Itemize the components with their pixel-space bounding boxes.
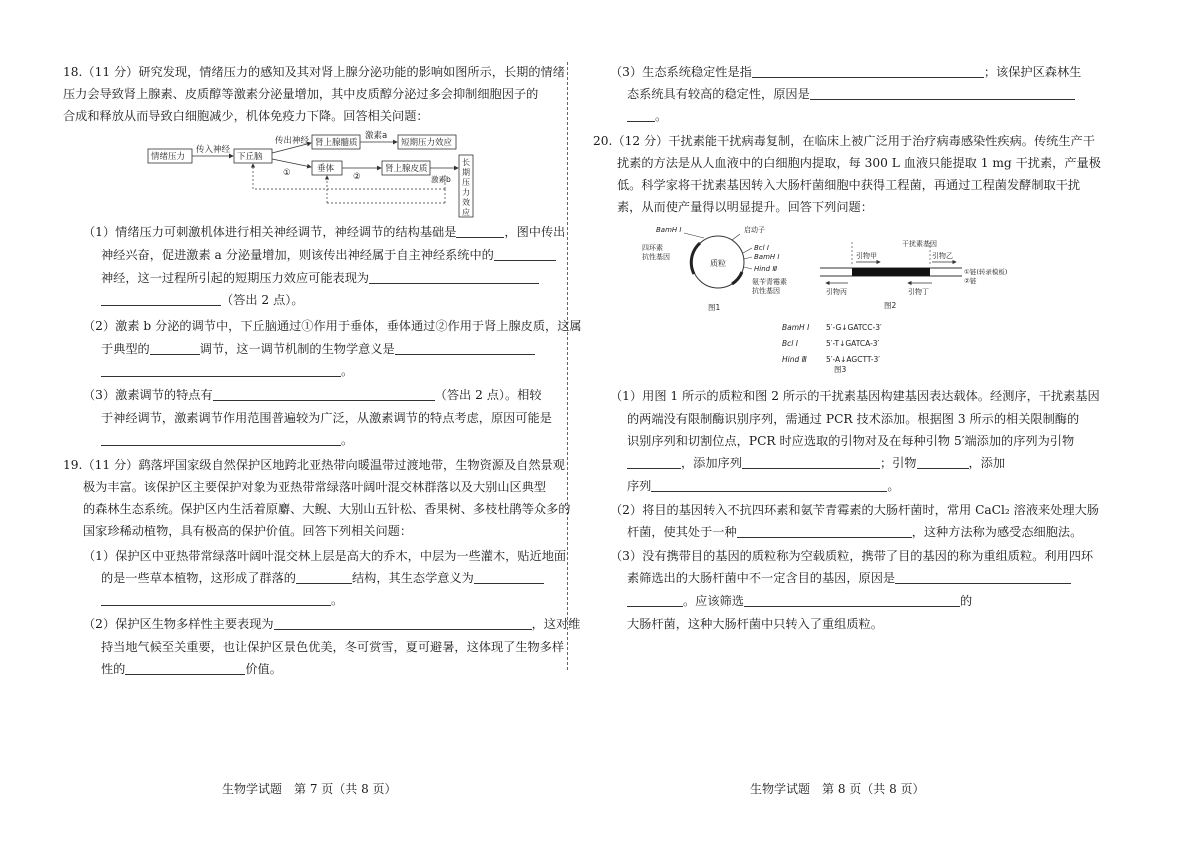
diagram-nerve-out: 传出神经 xyxy=(275,136,310,146)
fig1-amp-2: 抗性基因 xyxy=(752,287,780,295)
fig1-bamhi-top: BamH Ⅰ xyxy=(656,226,682,234)
fig2-caption: 图2 xyxy=(884,301,897,310)
fig3-enzyme-3: Hind Ⅲ xyxy=(782,355,807,364)
fig1-tet-2: 抗性基因 xyxy=(642,253,670,261)
fig3-enzyme-1: BamH Ⅰ xyxy=(782,323,810,332)
q19-2-line-1: （2）保护区生物多样性主要表现为 ，这对维 xyxy=(83,617,581,631)
answer-blank[interactable] xyxy=(296,570,352,584)
q20-3-line-3: 。应该筛选 的 xyxy=(627,591,972,611)
answer-blank[interactable] xyxy=(627,108,655,122)
q18-line-1: 18.（11 分）研究发现，情绪压力的感知及其对肾上腺分泌功能的影响如图所示，长期的情绪 xyxy=(63,65,565,79)
diagram-adrenal-medulla: 肾上腺髓质 xyxy=(315,138,358,148)
diagram-hypothalamus: 下丘脑 xyxy=(237,152,263,162)
fig1-hind: Hind Ⅲ xyxy=(754,265,778,273)
fig3-enzyme-2: Bcl Ⅰ xyxy=(782,339,798,348)
fig3-seq-3: 5′-A↓AGCTT-3′ xyxy=(826,355,881,364)
fig2-primer-c: 引物丙 xyxy=(826,288,847,296)
answer-blank[interactable] xyxy=(917,455,969,469)
diagram-long-effect-3: 压 xyxy=(462,178,470,187)
fig1-tet: 四环素 xyxy=(642,244,663,252)
q18-2-line-3: 。 xyxy=(101,361,353,381)
q19-3-line-2: 态系统具有较高的稳定性，原因是 xyxy=(627,84,1075,104)
q20-line-2: 扰素的方法是从人血液中的白细胞内提取，每 300 L 血液只能提取 1 mg 干扰素，产量极 xyxy=(617,156,1101,170)
diagram-circle-1: ① xyxy=(283,168,291,178)
q19-2-line-2: 持当地气候至关重要，也让保护区景色优美，冬可赏雪，夏可避暑，这体现了生物多样 xyxy=(101,640,565,654)
fig2-strand-1: ①链(转录模板) xyxy=(964,268,1008,276)
q20-3-line-2: 素筛选出的大肠杆菌中不一定含目的基因，原因是 xyxy=(627,568,1071,588)
answer-blank[interactable] xyxy=(474,570,544,584)
answer-blank[interactable] xyxy=(810,86,1075,100)
q19-line-4: 国家珍稀动植物，具有极高的保护价值。回答下列相关问题： xyxy=(83,524,413,538)
q20-3-line-1: （3）没有携带目的基因的质粒称为空载质粒，携带了目的基因的称为重组质粒。利用四环 xyxy=(610,549,1094,563)
q18-3-line-2: 于神经调节，激素调节作用范围普遍较为广泛，从激素调节的特点考虑，原因可能是 xyxy=(101,411,552,425)
q19-line-3: 的森林生态系统。保护区内生活着原麝、大鲵、大别山五针松、香果树、多枝杜鹃等众多的 xyxy=(83,502,571,516)
fig3-caption: 图3 xyxy=(834,365,847,374)
answer-blank[interactable] xyxy=(101,592,331,606)
answer-blank[interactable] xyxy=(150,341,200,355)
q18-1-line-2: 神经兴奋，促进激素 a 分泌量增加，则该传出神经属于自主神经系统中的 xyxy=(101,245,556,265)
left-footer: 生物学试题 第 7 页（共 8 页） xyxy=(222,782,397,796)
q18-1-line-4: （答出 2 点）。 xyxy=(101,290,304,310)
answer-blank[interactable] xyxy=(651,478,887,492)
q20-1-line-2: 的两端没有限制酶识别序列，需通过 PCR 技术添加。根据图 3 所示的相关限制酶的 xyxy=(627,412,1080,426)
q20-2-line-2: 杆菌，使其处于一种 ，这种方法称为感受态细胞法。 xyxy=(627,525,1083,539)
q19-line-2: 极为丰富。该保护区主要保护对象为亚热带常绿落叶阔叶混交林群落以及大别山区典型 xyxy=(83,480,547,494)
q20-line-4: 素，从而使产量得以明显提升。回答下列问题： xyxy=(617,200,873,214)
page-divider xyxy=(567,62,568,670)
q20-3-line-4: 大肠杆菌，这种大肠杆菌中只转入了重组质粒。 xyxy=(627,617,883,631)
answer-blank[interactable] xyxy=(101,363,341,377)
q19-1-line-3: 。 xyxy=(101,590,343,610)
diagram-long-effect-4: 力 xyxy=(462,188,470,197)
answer-blank[interactable] xyxy=(627,593,683,607)
answer-blank[interactable] xyxy=(752,64,984,78)
diagram-long-effect-1: 长 xyxy=(462,158,470,167)
fig3-seq-2: 5′-T↓GATCA-3′ xyxy=(826,339,880,348)
q18-line-3: 合成和释放从而导致白细胞减少，机体免疫力下降。回答相关问题： xyxy=(63,109,429,123)
fig2-primer-a: 引物甲 xyxy=(856,252,877,260)
fig1-plasmid-label: 质粒 xyxy=(710,259,726,268)
q19-3-line-1: （3）生态系统稳定性是指 ；该保护区森林生 xyxy=(610,65,1082,79)
diagram-long-effect-5: 效 xyxy=(462,198,470,207)
answer-blank[interactable] xyxy=(456,224,504,238)
diagram-short-effect: 短期压力效应 xyxy=(401,138,453,148)
q18-line-2: 压力会导致肾上腺素、皮质醇等激素分泌量增加，其中皮质醇分泌过多会抑制细胞因子的 xyxy=(63,87,539,101)
answer-blank[interactable] xyxy=(742,455,880,469)
diagram-long-effect-6: 应 xyxy=(462,208,470,217)
fig2-strand-2: ②链 xyxy=(964,277,977,285)
q18-2-line-2: 于典型的 调节，这一调节机制的生物学意义是 xyxy=(101,339,535,359)
diagram-hormone-b: 激素b xyxy=(431,175,451,184)
answer-blank[interactable] xyxy=(101,432,341,446)
answer-blank[interactable] xyxy=(494,247,556,261)
fig1-caption: 图1 xyxy=(708,303,721,312)
q18-hormone-diagram xyxy=(145,127,475,222)
q18-1-line-3: 神经，这一过程所引起的短期压力效应可能表现为 xyxy=(101,268,539,288)
q18-3-line-3: 。 xyxy=(101,430,353,450)
q19-1-line-1: （1）保护区中亚热带常绿落叶阔叶混交林上层是高大的乔木，中层为一些灌木，贴近地面 xyxy=(83,549,567,563)
fig1-plasmid xyxy=(640,222,820,314)
q18-2-line-1: （2）激素 b 分泌的调节中，下丘脑通过①作用于垂体，垂体通过②作用于肾上腺皮质，这属 xyxy=(83,319,582,333)
diagram-adrenal-cortex: 肾上腺皮质 xyxy=(385,164,428,174)
answer-blank[interactable] xyxy=(213,387,435,401)
q20-line-1: 20.（12 分）干扰素能干扰病毒复制，在临床上被广泛用于治疗病毒感染性疾病。传统生产干 xyxy=(593,134,1095,148)
diagram-hormone-a: 激素a xyxy=(365,131,388,141)
q18-3-line-1: （3）激素调节的特点有 （答出 2 点）。相较 xyxy=(83,388,542,402)
right-footer: 生物学试题 第 8 页（共 8 页） xyxy=(750,782,925,796)
diagram-pituitary: 垂体 xyxy=(317,164,335,174)
fig1-amp: 氨苄青霉素 xyxy=(752,278,787,286)
q19-line-1: 19.（11 分）鹞落坪国家级自然保护区地跨北亚热带向暖温带过渡地带，生物资源及自然景观 xyxy=(63,458,565,472)
answer-blank[interactable] xyxy=(274,616,532,630)
fig1-bcli: Bcl Ⅰ xyxy=(754,244,769,252)
answer-blank[interactable] xyxy=(744,593,960,607)
diagram-stress: 情绪压力 xyxy=(151,152,186,162)
fig1-bamhi-right: BamH Ⅰ xyxy=(754,253,780,261)
diagram-circle-2: ② xyxy=(353,172,361,182)
answer-blank[interactable] xyxy=(627,455,681,469)
q20-1-line-5: 序列 。 xyxy=(627,479,900,493)
diagram-nerve-in: 传入神经 xyxy=(196,145,231,155)
fig2-gene-label: 干扰素基因 xyxy=(902,240,937,248)
q20-1-line-1: （1）用图 1 所示的质粒和图 2 所示的干扰素基因构建基因表达载体。经测序，干扰素基因 xyxy=(610,389,1100,403)
fig3-seq-1: 5′-G↓GATCC-3′ xyxy=(826,323,882,332)
fig3-enzyme-sites xyxy=(778,320,908,374)
answer-blank[interactable] xyxy=(369,270,539,284)
answer-blank[interactable] xyxy=(125,661,245,675)
q19-1-line-2: 的是一些草本植物，这形成了群落的 结构，其生态学意义为 xyxy=(101,568,544,588)
answer-blank[interactable] xyxy=(101,292,221,306)
q19-2-line-3: 性的 价值。 xyxy=(101,662,282,676)
q19-3-line-3: 。 xyxy=(627,106,667,126)
answer-blank[interactable] xyxy=(395,341,535,355)
fig2-primer-b: 引物乙 xyxy=(932,252,953,260)
fig2-primer-d: 引物丁 xyxy=(908,288,929,296)
q20-1-line-4: ，添加序列 ；引物 ，添加 xyxy=(627,453,1005,473)
fig1-promoter: 启动子 xyxy=(744,226,765,234)
answer-blank[interactable] xyxy=(895,570,1071,584)
q20-1-line-3: 识别序列和切割位点，PCR 时应选取的引物对及在每种引物 5′端添加的序列为引物 xyxy=(627,434,1075,448)
q20-2-line-1: （2）将目的基因转入不抗四环素和氨苄青霉素的大肠杆菌时，常用 CaCl₂ 溶液来处理大肠 xyxy=(610,503,1099,517)
answer-blank[interactable] xyxy=(737,524,912,538)
diagram-long-effect-2: 期 xyxy=(462,168,470,177)
q18-1-line-1a: （1）情绪压力可刺激机体进行相关神经调节，神经调节的结构基础是 ，图中传出 xyxy=(83,225,566,239)
fig2-gene-primers xyxy=(820,236,1045,314)
q20-line-3: 低。科学家将干扰素基因转入大肠杆菌细胞中获得工程菌，再通过工程菌发酵制取干扰 xyxy=(617,178,1081,192)
